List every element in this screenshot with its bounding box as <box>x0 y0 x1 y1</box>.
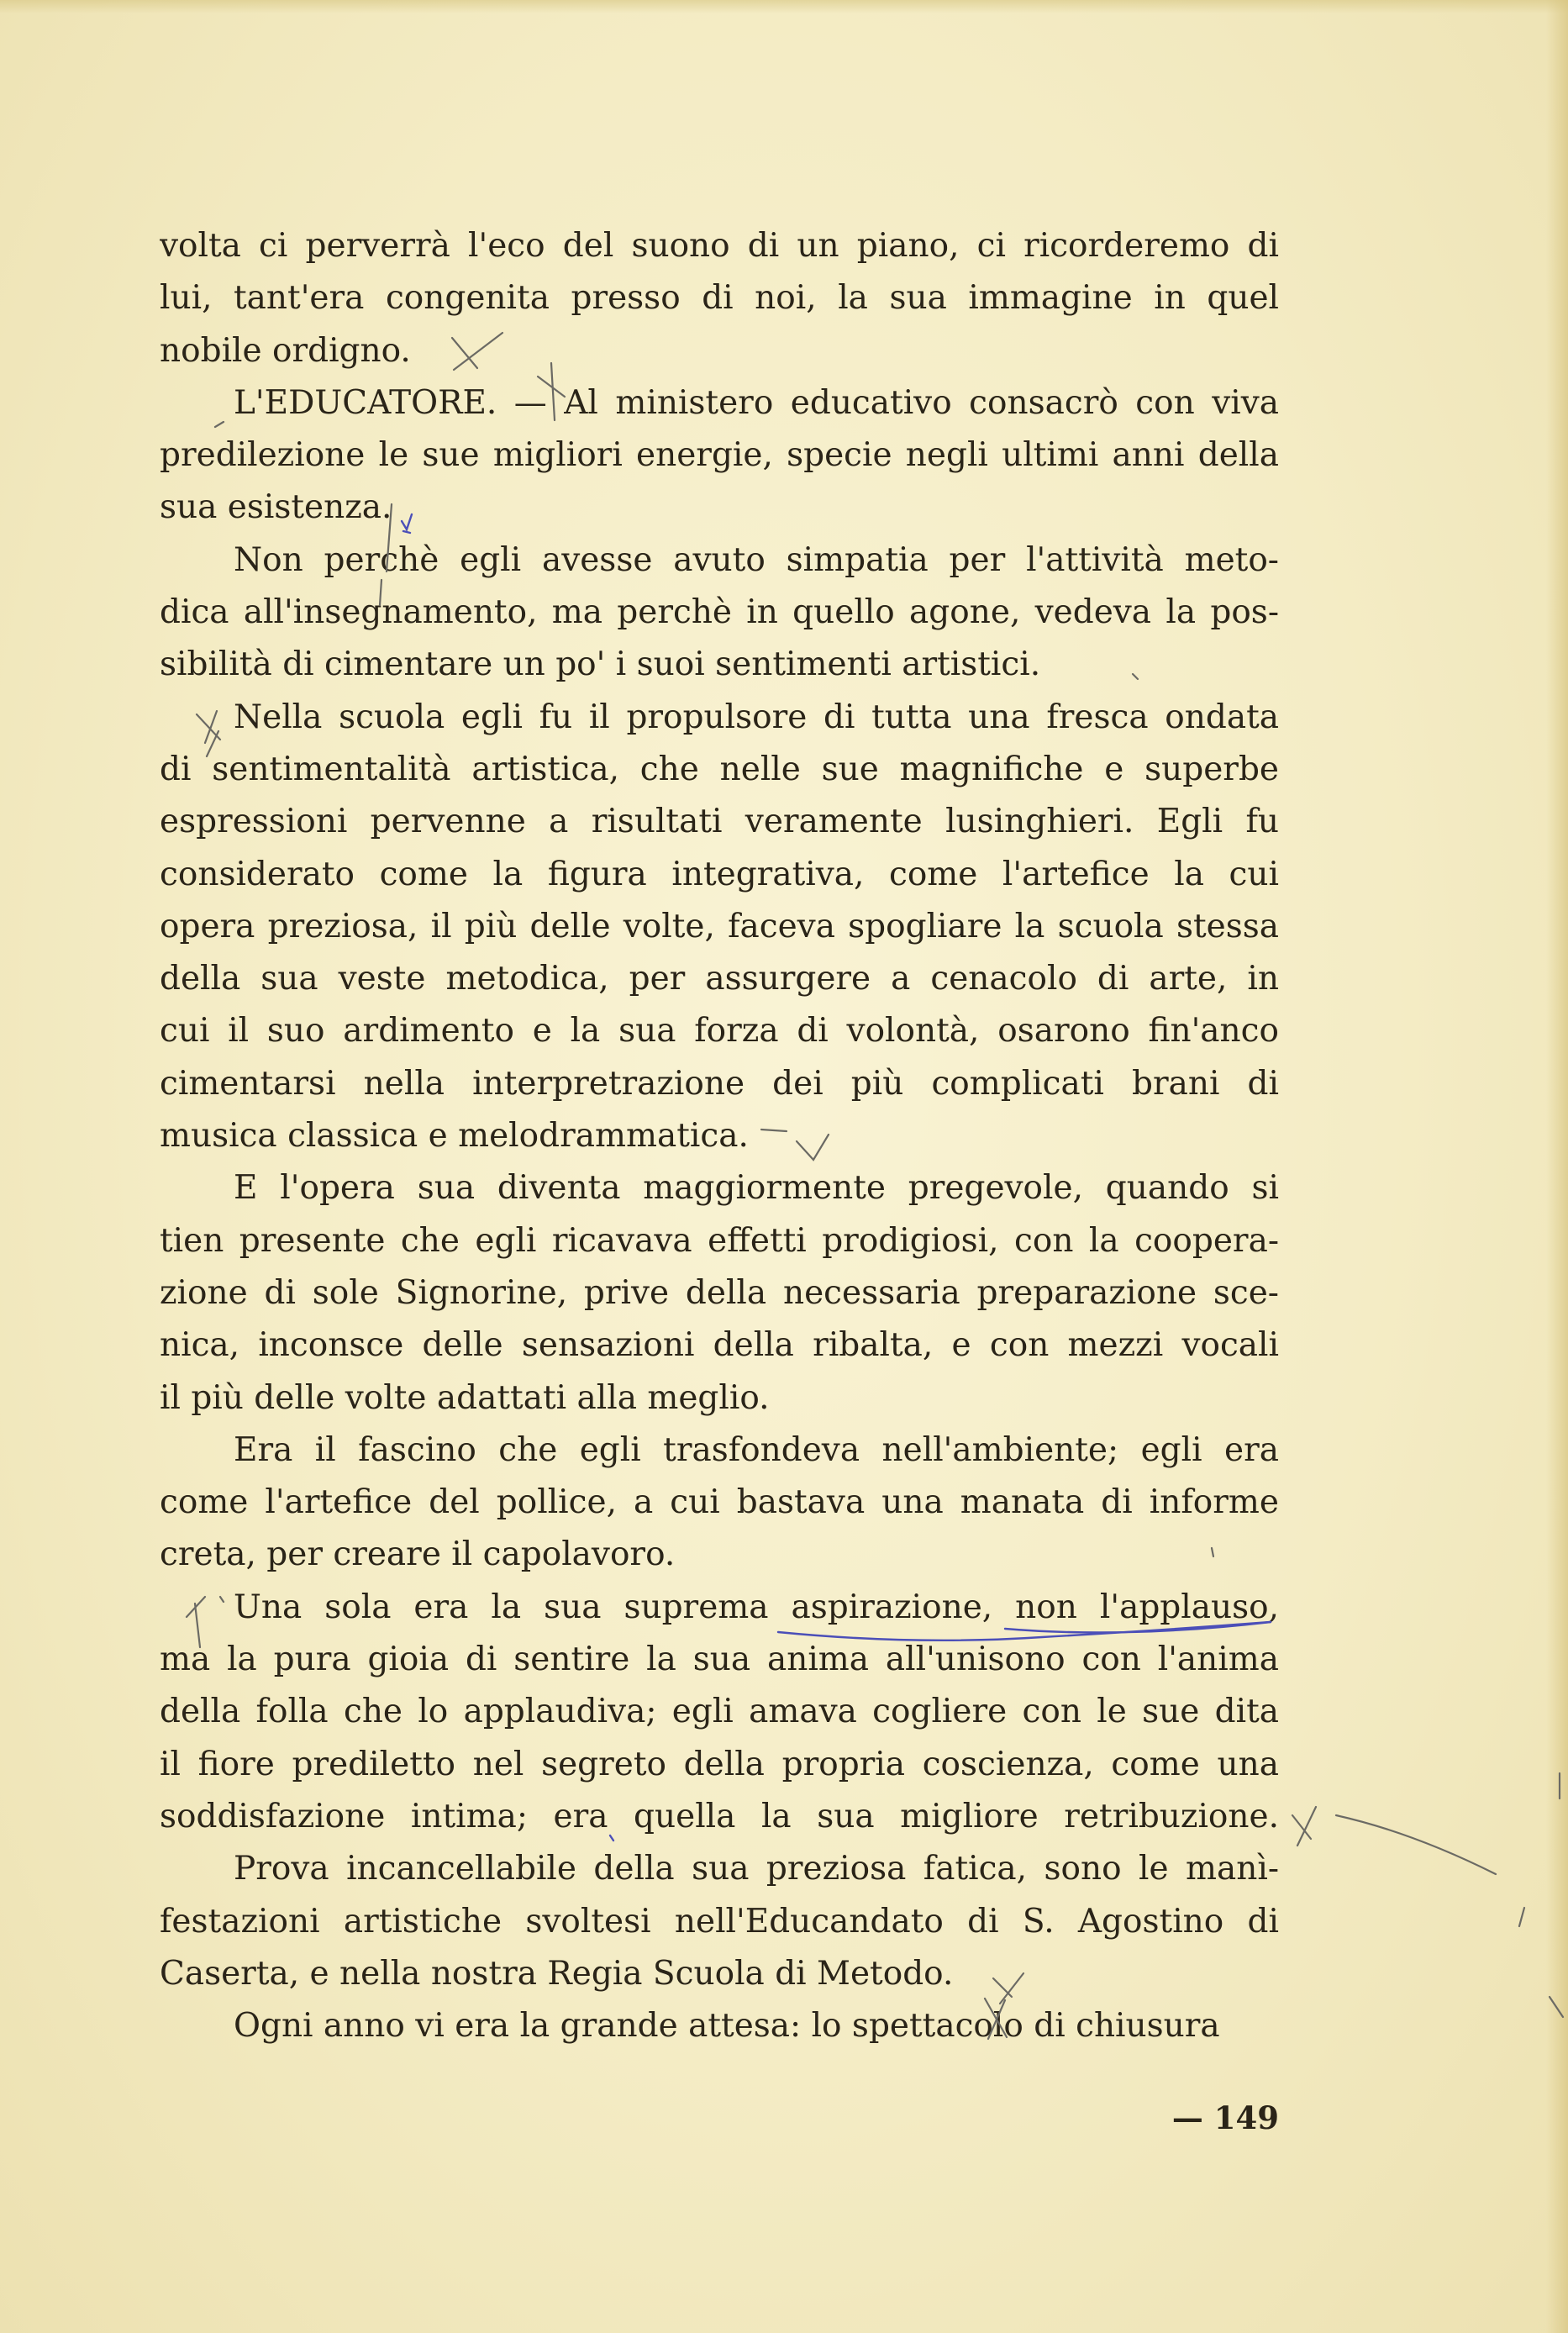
text-line: festazioni artistiche svoltesi nell'Educandato di S. Agostino di <box>160 1902 1279 1941</box>
page-number: — 149 <box>1171 2099 1279 2136</box>
text-line: della folla che lo applaudiva; egli amava cogliere con le sue dita <box>160 1693 1279 1731</box>
text-line: Prova incancellabile della sua preziosa fatica, sono le manì- <box>234 1850 1279 1888</box>
text-line: Nella scuola egli fu il propulsore di tutta una fresca ondata <box>234 698 1279 736</box>
pencil-stroke-mark <box>1336 1815 1496 1874</box>
pencil-cross-mark <box>1292 1807 1316 1846</box>
text-line: tien presente che egli ricavava effetti prodigiosi, con la coopera- <box>160 1221 1279 1260</box>
text-line: lui, tant'era congenita presso di noi, la sua immagine in quel <box>160 279 1279 318</box>
text-line: Ogni anno vi era la grande attesa: lo spettacolo di chiusura <box>234 2007 1220 2046</box>
text-line: predilezione le sue migliori energie, specie negli ultimi anni della <box>160 436 1279 475</box>
text-line: musica classica e melodrammatica. <box>160 1117 749 1156</box>
page-right-edge-shadow <box>1546 0 1568 2333</box>
text-line: sua esistenza. <box>160 488 392 527</box>
text-line: zione di sole Signorine, prive della necessaria preparazione sce- <box>160 1273 1279 1312</box>
text-line: nica, inconsce delle sensazioni della ribalta, e con mezzi vocali <box>160 1326 1279 1365</box>
text-line: cimentarsi nella interpretrazione dei più complicati brani di <box>160 1064 1279 1103</box>
text-line: E l'opera sua diventa maggiormente pregevole, quando si <box>234 1169 1279 1208</box>
text-line: ma la pura gioia di sentire la sua anima all'unisono con l'anima <box>160 1640 1279 1679</box>
page-top-shadow <box>0 0 1568 13</box>
pencil-margin-mark <box>1519 1908 1524 1926</box>
text-line: di sentimentalità artistica, che nelle sue magnifiche e superbe <box>160 750 1279 788</box>
text-line: Era il fascino che egli trasfondeva nell'ambiente; egli era <box>234 1430 1279 1469</box>
text-line: cui il suo ardimento e la sua forza di volontà, osarono fin'anco <box>160 1012 1279 1051</box>
text-line: il più delle volte adattati alla meglio. <box>160 1378 770 1417</box>
text-line: come l'artefice del pollice, a cui bastava una manata di informe <box>160 1483 1279 1522</box>
section-heading-line: L'EDUCATORE. — Al ministero educativo consacrò con viva <box>234 383 1279 422</box>
text-line: sibilità di cimentare un po' i suoi sentimenti artistici. <box>160 645 1041 684</box>
text-line: Caserta, e nella nostra Regia Scuola di Metodo. <box>160 1954 954 1993</box>
text-line: della sua veste metodica, per assurgere a cenacolo di arte, in <box>160 960 1279 998</box>
text-line: opera preziosa, il più delle volte, faceva spogliare la scuola stessa <box>160 907 1279 945</box>
text-line: considerato come la figura integrativa, come l'artefice la cui <box>160 855 1279 893</box>
text-line: espressioni pervenne a risultati veramente lusinghieri. Egli fu <box>160 803 1279 841</box>
text-line: dica all'insegnamento, ma perchè in quello agone, vedeva la pos- <box>160 593 1279 632</box>
body-text <box>160 220 1279 2052</box>
text-line: Una sola era la sua suprema aspirazione, non l'applauso, <box>234 1588 1279 1626</box>
text-line: Non perchè egli avesse avuto simpatia per l'attività meto- <box>234 540 1279 579</box>
text-line: volta ci perverrà l'eco del suono di un piano, ci ricorderemo di <box>160 227 1279 265</box>
text-line: nobile ordigno. <box>160 331 411 370</box>
text-line: creta, per creare il capolavoro. <box>160 1535 676 1574</box>
text-line: soddisfazione intima; era quella la sua migliore retribuzione. <box>160 1797 1279 1835</box>
text-line: il fiore prediletto nel segreto della propria coscienza, come una <box>160 1745 1279 1783</box>
